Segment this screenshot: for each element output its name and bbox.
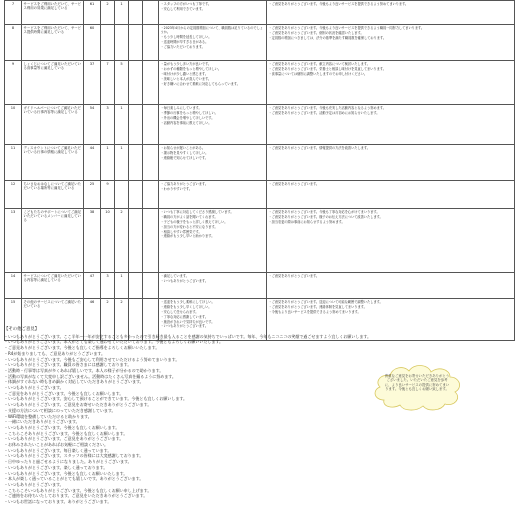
table-row bbox=[5, 145, 515, 181]
opinion-line: ・お休みされたいことがあればお気軽にご相談ください。 bbox=[4, 442, 108, 448]
answer-item: ・安心して利用できています。 bbox=[160, 6, 205, 11]
count-satisfied: 47 bbox=[84, 273, 101, 299]
free-answers-cell bbox=[159, 209, 267, 273]
facility-response-cell bbox=[267, 25, 515, 61]
count-other bbox=[143, 1, 159, 25]
count-neutral: 3 bbox=[101, 105, 115, 145]
question-text: サービスをご利用いただいて、サービス提供時間に満足している bbox=[22, 25, 84, 61]
facility-response-cell bbox=[267, 105, 515, 145]
count-neutral: 10 bbox=[101, 209, 115, 273]
opinion-line: ・いつもありがとうございます。安心して預けることができています。今後とも宜しくお願いします。 bbox=[4, 396, 188, 402]
count-blank bbox=[129, 209, 143, 273]
answer-item: ・わかりやすいです。 bbox=[160, 186, 193, 191]
count-other bbox=[143, 273, 159, 299]
count-dissatisfied bbox=[115, 181, 129, 209]
opinion-line: ・ご連絡をお待ちいたしております。ご意見をいただきありがとうございます。 bbox=[4, 493, 148, 499]
response-item: ・ご意見をありがとうございます。情報提供の方法を改善いたします。 bbox=[268, 146, 370, 150]
count-blank bbox=[129, 273, 143, 299]
count-other bbox=[143, 181, 159, 209]
opinion-line: ・いつもありがとうございます。今後とも宜しくお願いします。 bbox=[4, 424, 120, 430]
count-dissatisfied: 2 bbox=[115, 209, 129, 273]
answer-item: ・もう少し時間を延長してほしい。 bbox=[160, 34, 212, 39]
table-row bbox=[5, 181, 515, 209]
row-number: 8 bbox=[5, 25, 22, 61]
count-satisfied: 61 bbox=[84, 1, 101, 25]
answer-item: ・お知らせが遅いことがある。 bbox=[160, 146, 206, 150]
count-dissatisfied: 1 bbox=[115, 105, 129, 145]
cloud-note-text: 貴重なご意見をお寄せいただきありがとうございました。いただいたご意見を参考に、より良いサービスの提供に努めてまいります。今後とも宜しくお願い致します。 bbox=[384, 374, 450, 392]
answer-item: ・施設がきれいで気持ちが良いです。 bbox=[160, 319, 215, 324]
question-text: サービスをご利用いただいて、サービス利用の効果に満足している bbox=[22, 1, 84, 25]
opinion-line: ・体調がすぐれない時もきめ細かく対応していただきありがとうございます。 bbox=[4, 379, 144, 385]
answer-item: ・いつもありがとうございます。 bbox=[160, 324, 209, 329]
opinion-line: ・いつもありがとうございます。 bbox=[4, 385, 64, 391]
response-item: ・ご意見をありがとうございます。様子のお伝え方法について改善いたします。 bbox=[268, 214, 383, 219]
answer-item: ・好き嫌いに合わせて柔軟に対応してもらっています。 bbox=[160, 81, 240, 86]
question-text: その他のサービスについてご満足いただいている bbox=[22, 299, 84, 341]
free-answers-cell bbox=[159, 1, 267, 25]
answer-item: ・連絡帳で知らせてほしいです。 bbox=[160, 155, 208, 160]
response-item: ・ご意見をありがとうございます。今後も丁寧な対応を心がけてまいります。 bbox=[268, 210, 380, 214]
count-blank bbox=[129, 25, 143, 61]
count-blank bbox=[129, 181, 143, 209]
thank-you-cloud bbox=[370, 360, 464, 414]
answer-item: ・味付けが少し濃いと感じます。 bbox=[160, 71, 209, 76]
survey-results-table bbox=[4, 0, 515, 341]
free-answers-cell bbox=[159, 25, 267, 61]
answer-item: ・季節の行事をもっと増やしてほしい。 bbox=[160, 110, 218, 115]
opinion-line: ・いつもお世話になっております。ありがとうございます。 bbox=[4, 499, 112, 505]
opinion-line: ・活動時・行事等は写真が多くあれば嬉しいです。本人の様子が分かるので助かります。 bbox=[4, 367, 164, 373]
answer-item: ・2023年4月からの定員数増加について、職員数は足りているのでしょうか。 bbox=[160, 26, 263, 35]
answer-item: ・活動内容を事前に教えてほしい。 bbox=[160, 120, 212, 125]
answer-item: ・連絡をもう少し早くしてほしい。 bbox=[160, 304, 212, 309]
table-row bbox=[5, 209, 515, 273]
row-number: 13 bbox=[5, 209, 22, 273]
count-satisfied: 37 bbox=[84, 61, 101, 105]
count-neutral: 2 bbox=[101, 299, 115, 341]
row-number: 11 bbox=[5, 145, 22, 181]
response-item: ・ご意見をありがとうございます。今後もより良いサービスを提供できるよう努めてまいります。 bbox=[268, 2, 409, 6]
answer-item: ・安心して任せられます。 bbox=[160, 309, 199, 314]
count-satisfied: 60 bbox=[84, 25, 101, 61]
answer-item: ・スタッフの方がいつも丁寧です。 bbox=[160, 2, 212, 6]
question-text: ちいさなおはなしについてご満足いただいている場所等に満足している bbox=[22, 181, 84, 209]
count-neutral bbox=[101, 25, 115, 61]
count-satisfied: 25 bbox=[84, 181, 101, 209]
opinion-line: ・本人が楽しく通っていることがとても嬉しいです。ありがとうございます。 bbox=[4, 476, 144, 482]
facility-response-cell bbox=[267, 145, 515, 181]
opinion-line: ・いつもありがとうございます。ここ半年〜一年が安定することも多かったので引き続き最も入ることを感謝の気持ちでいっぱいです。毎年、今年もニコニコの笑顔で過ごせますよう宜しくお願いします。 bbox=[4, 333, 371, 339]
table-row bbox=[5, 25, 515, 61]
count-neutral: 9 bbox=[101, 181, 115, 209]
answer-item: ・おかずの種類をもっと増やしてほしい。 bbox=[160, 66, 222, 71]
response-item: ・ご意見をありがとうございます。献立内容について検討いたします。 bbox=[268, 62, 370, 66]
opinion-line: ・一緒にいただきありがとうございます。 bbox=[4, 419, 80, 425]
answer-item: ・連絡がもう少し早いと助かります。 bbox=[160, 234, 215, 239]
opinion-line: ・WiFi環境を整備していただけると助かります。 bbox=[4, 413, 92, 419]
row-number: 12 bbox=[5, 181, 22, 209]
answer-item: ・満足しています。 bbox=[160, 274, 189, 278]
answer-item: ・量がもう少し多い方が良いです。 bbox=[160, 62, 212, 66]
answer-item: ・いつも丁寧に対応してくださり感謝しています。 bbox=[160, 210, 234, 214]
response-item: ・ご意見をありがとうございます。栄養士と相談し味付けを見直してまいります。 bbox=[268, 66, 386, 71]
opinion-line: ・支援の方法について相談にのっていただき感謝しています。 bbox=[4, 407, 116, 413]
row-number: 9 bbox=[5, 61, 22, 105]
opinion-line: ・ご意見ありがとうございます。今後とも宜しくご指導をよろしくお願いいたします。 bbox=[4, 345, 160, 351]
table-row bbox=[5, 273, 515, 299]
opinion-line: ・活動の写真がなくて大変申し訳ございません。活動時はたくさん写真を撮るように努めます。 bbox=[4, 373, 176, 379]
row-number: 14 bbox=[5, 273, 22, 299]
response-item: ・ご意見をありがとうございます。 bbox=[268, 274, 320, 278]
table-row bbox=[5, 1, 515, 25]
count-other bbox=[143, 209, 159, 273]
answer-item: ・送迎時間が早すぎる日がある。 bbox=[160, 39, 209, 44]
count-dissatisfied: 2 bbox=[115, 299, 129, 341]
question-text: サービスについてご満足いただいている内容等に満足している bbox=[22, 273, 84, 299]
count-blank bbox=[129, 1, 143, 25]
facility-response-cell bbox=[267, 61, 515, 105]
free-answers-cell bbox=[159, 181, 267, 209]
table-row bbox=[5, 61, 515, 105]
facility-response-cell bbox=[267, 181, 515, 209]
count-neutral: 2 bbox=[101, 1, 115, 25]
answer-item: ・いつもありがとうございます。 bbox=[160, 278, 209, 283]
opinion-line: ・R4が始まりましても、ご意見ありがとうございます。 bbox=[4, 350, 106, 356]
response-item: ・今後もより良いサービスを提供できるよう努めてまいります。 bbox=[268, 309, 361, 314]
response-item: ・定員数の増加につきましては、法令の基準を満たす職員数を確保しております。 bbox=[268, 35, 387, 40]
response-item: ・ご意見をありがとうございます。個別の状況を確認いたします。 bbox=[268, 30, 364, 35]
count-dissatisfied: 1 bbox=[115, 273, 129, 299]
opinion-line: ・いつもありがとうございます。ご意見をお寄せいただきありがとうございます。 bbox=[4, 402, 152, 408]
count-blank bbox=[129, 61, 143, 105]
opinion-line: ・こちらこそありがとうございます。今後とも宜しくお願いします。 bbox=[4, 430, 128, 436]
opinion-line: ・いつもありがとうございます。今後もご安心して利用させていただけるよう努めてまいります。 bbox=[4, 356, 180, 362]
response-item: ・食事量については個別に調整いたしますのでお申し付けください。 bbox=[268, 71, 368, 76]
free-answers-cell bbox=[159, 273, 267, 299]
question-text: こどもたちのサポートについてご満足いただいているメンバーに満足している bbox=[22, 209, 84, 273]
survey-document bbox=[4, 0, 514, 520]
free-answers-cell bbox=[159, 105, 267, 145]
opinion-line: ・日中ゆったりと過ごせるようになりました。ありがとうございます。 bbox=[4, 459, 132, 465]
answer-item: ・美味しいと本人が喜んでいます。 bbox=[160, 76, 212, 81]
other-opinions-section bbox=[4, 327, 514, 505]
table-row bbox=[5, 105, 515, 145]
count-other bbox=[143, 145, 159, 181]
opinion-line: ・いつもありがとうございます。毎日楽しく通っています。 bbox=[4, 447, 112, 453]
row-number: 15 bbox=[5, 299, 22, 341]
answer-item: ・ご協力いただいております。 bbox=[160, 44, 205, 49]
response-item: ・ご意見をありがとうございます。連絡体制を見直してまいります。 bbox=[268, 304, 367, 309]
answer-item: ・ご協力ありがとうございます。 bbox=[160, 182, 209, 186]
answer-item: ・送迎をもう少し柔軟にしてほしい。 bbox=[160, 300, 215, 304]
row-number: 10 bbox=[5, 105, 22, 145]
opinion-line: ・こちらこそいつもありがとうございます。今後とも宜しくお願い申し上げます。 bbox=[4, 487, 152, 493]
count-blank bbox=[129, 105, 143, 145]
count-dissatisfied bbox=[115, 25, 129, 61]
opinion-line: ・いつもありがとうございます。職員の皆さまには感謝しております。 bbox=[4, 362, 132, 368]
count-neutral: 1 bbox=[101, 145, 115, 181]
count-satisfied: 54 bbox=[84, 105, 101, 145]
count-dissatisfied: 1 bbox=[115, 145, 129, 181]
answer-item: ・掲示物を見やすくしてほしい。 bbox=[160, 150, 209, 155]
response-item: ・担当変更の際は事前にお知らせするよう努めます。 bbox=[268, 219, 345, 224]
response-item: ・ご意見をありがとうございます。今後もより良いサービスを提供できるよう職員一同努力してまいります。 bbox=[268, 26, 425, 30]
opinion-line: ・ご意見をありがとうございます。今後とも宜しくお願いします。 bbox=[4, 390, 124, 396]
question-text: ガイドヘルパーについてご満足いただいている行事内容等に満足している bbox=[22, 105, 84, 145]
answer-item: ・子どもの様子をもっと詳しく教えてほしい。 bbox=[160, 219, 228, 224]
answer-item: ・担当の方が変わると不安になります。 bbox=[160, 224, 218, 229]
free-answers-cell bbox=[159, 61, 267, 105]
count-dissatisfied: 5 bbox=[115, 61, 129, 105]
count-blank bbox=[129, 145, 143, 181]
count-satisfied: 44 bbox=[84, 145, 101, 181]
count-other bbox=[143, 25, 159, 61]
opinion-line: ・いつもありがとうございます。今後とも宜しくお願いいたします。 bbox=[4, 470, 128, 476]
row-number: 7 bbox=[5, 1, 22, 25]
count-other bbox=[143, 61, 159, 105]
answer-item: ・職員の方がよく話を聞いてくれます。 bbox=[160, 214, 218, 219]
count-neutral: 7 bbox=[101, 61, 115, 105]
response-item: ・ご意見をありがとうございます。活動予定は月初めにお知らせいたします。 bbox=[268, 110, 380, 115]
free-answers-cell bbox=[159, 145, 267, 181]
count-satisfied: 46 bbox=[84, 299, 101, 341]
answer-item: ・相談しやすい雰囲気です。 bbox=[160, 229, 202, 234]
facility-response-cell bbox=[267, 1, 515, 25]
opinion-line: ・いつもありがとうございます。本人がとても楽しく通わせていただいております。今後ともよろしくお願いいたします。 bbox=[4, 339, 224, 345]
response-item: ・ご意見をありがとうございます。今後も充実した活動内容となるよう努めます。 bbox=[268, 106, 386, 110]
count-satisfied: 38 bbox=[84, 209, 101, 273]
count-neutral: 3 bbox=[101, 273, 115, 299]
answer-item: ・外出の機会を増やしてほしいです。 bbox=[160, 115, 215, 120]
question-text: ディスカウントについてご満足いただいている行事の情報に満足している bbox=[22, 145, 84, 181]
count-other bbox=[143, 105, 159, 145]
other-opinions-title: 【その他ご意見】 bbox=[4, 327, 40, 332]
opinion-line: ・いつもありがとうございます。 bbox=[4, 481, 64, 487]
opinion-line: ・いつもありがとうございます。スタッフの皆様には大変感謝しております。 bbox=[4, 453, 144, 459]
response-item: ・ご意見をありがとうございます。 bbox=[268, 182, 320, 186]
answer-item: ・丁寧な対応に感謝しています。 bbox=[160, 314, 209, 319]
opinion-line: ・いつもありがとうございます。楽しく通っております。 bbox=[4, 464, 108, 470]
answer-item: ・毎日楽しみにしています。 bbox=[160, 106, 202, 110]
response-item: ・ご意見をありがとうございます。送迎について可能な範囲で調整いたします。 bbox=[268, 300, 383, 304]
facility-response-cell bbox=[267, 273, 515, 299]
facility-response-cell bbox=[267, 209, 515, 273]
question-text: しょくじについてご満足いただいている食事量等に満足している bbox=[22, 61, 84, 105]
count-dissatisfied: 1 bbox=[115, 1, 129, 25]
opinion-line: ・いつもありがとうございます。ご意見をありがとうございます。 bbox=[4, 436, 124, 442]
